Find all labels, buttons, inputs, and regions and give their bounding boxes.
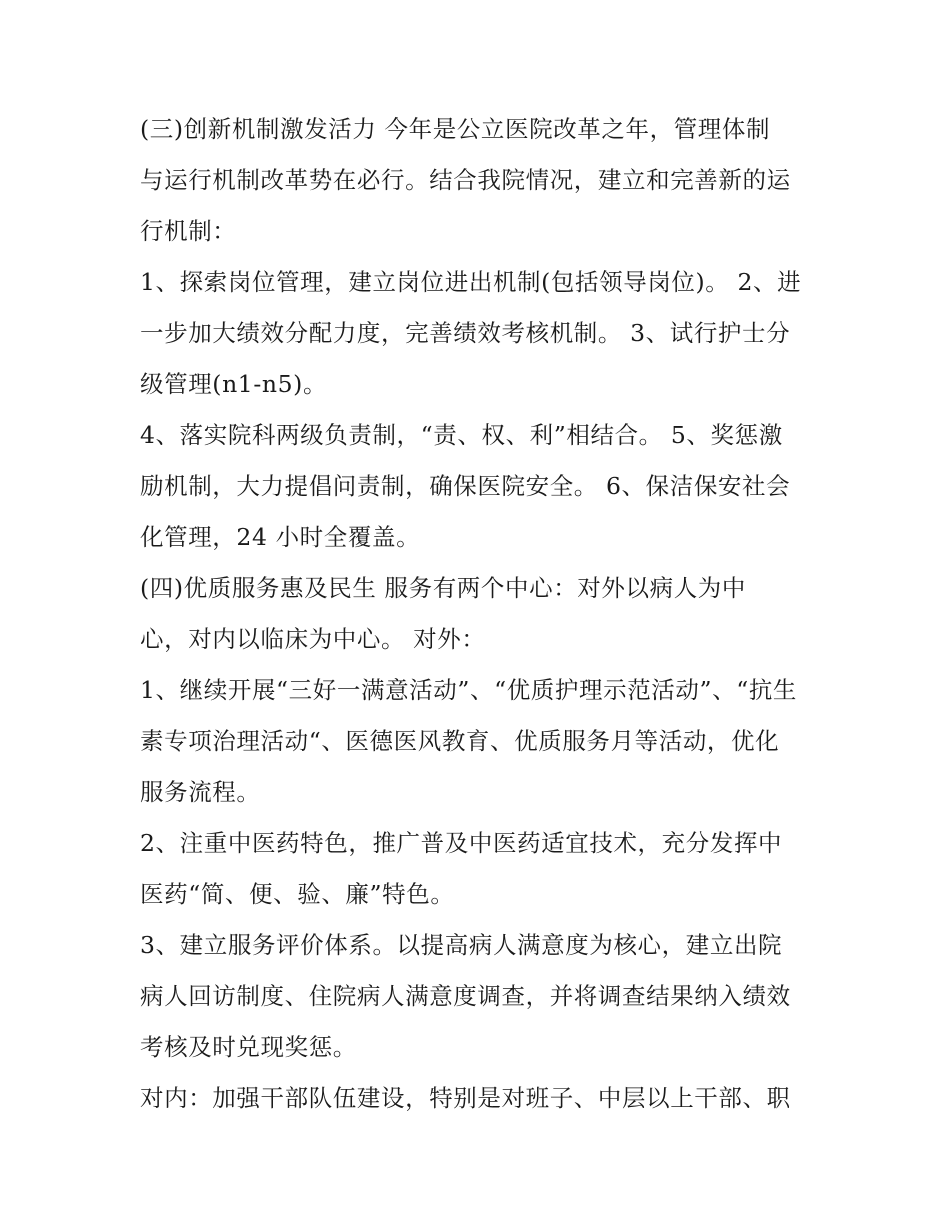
- document-body: [140, 104, 820, 1124]
- text-line: 4、落实院科两级负责制，“责、权、利”相结合。 5、奖惩激: [140, 421, 783, 449]
- text-line: 与运行机制改革势在必行。结合我院情况，建立和完善新的运: [140, 166, 791, 194]
- text-line: 1、继续开展“三好一满意活动”、“优质护理示范活动”、“抗生: [140, 676, 798, 704]
- text-line: 一步加大绩效分配力度，完善绩效考核机制。 3、试行护士分: [140, 319, 791, 347]
- text-line: 服务流程。: [140, 778, 261, 806]
- text-line: 考核及时兑现奖惩。: [140, 1033, 357, 1061]
- text-line: 心，对内以临床为中心。 对外：: [140, 625, 486, 653]
- text-line: 对内：加强干部队伍建设，特别是对班子、中层以上干部、职: [140, 1084, 791, 1112]
- text-line: 级管理(n1-n5)。: [140, 370, 328, 398]
- text-line: 3、建立服务评价体系。以提高病人满意度为核心，建立出院: [140, 931, 783, 959]
- text-line: (四)优质服务惠及民生 服务有两个中心：对外以病人为中: [140, 574, 747, 602]
- text-line: 励机制，大力提倡问责制，确保医院安全。 6、保洁保安社会: [140, 472, 791, 500]
- text-line: 医药“简、便、验、廉”特色。: [140, 880, 455, 908]
- text-line: 素专项治理活动“、医德医风教育、优质服务月等活动，优化: [140, 727, 780, 755]
- text-line: 1、探索岗位管理，建立岗位进出机制(包括领导岗位)。 2、进: [140, 268, 802, 296]
- text-line: 化管理，24 小时全覆盖。: [140, 523, 421, 551]
- text-line: 行机制：: [140, 217, 237, 245]
- text-line: (三)创新机制激发活力 今年是公立医院改革之年，管理体制: [140, 115, 771, 143]
- text-line: 2、注重中医药特色，推广普及中医药适宜技术，充分发挥中: [140, 829, 783, 857]
- text-line: 病人回访制度、住院病人满意度调查，并将调查结果纳入绩效: [140, 982, 791, 1010]
